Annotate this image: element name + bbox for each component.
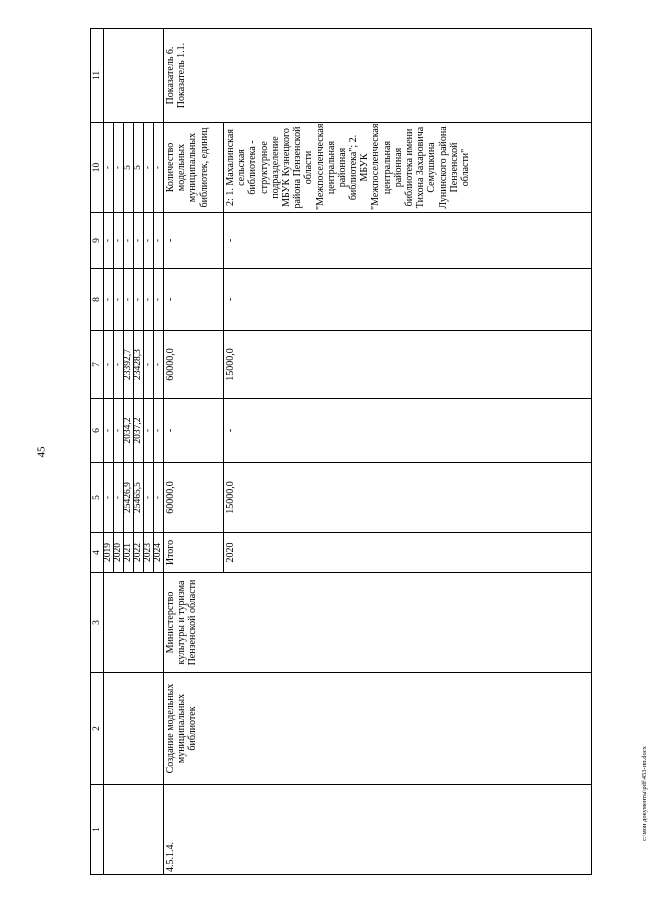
measure-name: Создание модельных муниципальных библиотек bbox=[164, 673, 592, 785]
value-cell: 2034,2 bbox=[124, 399, 134, 463]
value-cell: - bbox=[114, 123, 124, 213]
rotated-table-container bbox=[90, 29, 608, 875]
value-cell: - bbox=[104, 123, 114, 213]
indicator-reference: Показатель 6. Показатель 1.1. bbox=[164, 29, 592, 123]
value-cell: - bbox=[114, 213, 124, 269]
col-header-1: 1 bbox=[91, 785, 104, 875]
value-cell: 5 bbox=[134, 123, 144, 213]
year-cell: 2020 bbox=[224, 533, 592, 573]
value-cell: - bbox=[224, 213, 592, 269]
table-row bbox=[104, 29, 114, 875]
value-cell: - bbox=[224, 399, 592, 463]
value-cell: - bbox=[144, 399, 154, 463]
cell-empty bbox=[104, 29, 164, 123]
year-cell: 2021 bbox=[124, 533, 134, 573]
footer-file-path: c:\мои документы\pdf\453-пп.docx bbox=[640, 746, 648, 841]
value-cell: 25426,9 bbox=[124, 463, 134, 533]
table-row-total bbox=[164, 29, 224, 875]
value-cell: - bbox=[104, 331, 114, 399]
value-cell: 5 bbox=[124, 123, 134, 213]
value-cell: - bbox=[154, 463, 164, 533]
value-cell: - bbox=[104, 463, 114, 533]
value-cell: - bbox=[144, 123, 154, 213]
value-cell: - bbox=[154, 123, 164, 213]
col-header-9: 9 bbox=[91, 213, 104, 269]
col-header-6: 6 bbox=[91, 399, 104, 463]
total-label: Итого bbox=[164, 533, 224, 573]
value-cell: 23392,7 bbox=[124, 331, 134, 399]
cell-empty bbox=[104, 573, 164, 673]
value-cell: - bbox=[104, 213, 114, 269]
value-cell: - bbox=[154, 213, 164, 269]
value-cell: - bbox=[144, 331, 154, 399]
col-header-3: 3 bbox=[91, 573, 104, 673]
col-header-11: 11 bbox=[91, 29, 104, 123]
value-cell: - bbox=[124, 269, 134, 331]
value-cell: 60000,0 bbox=[164, 463, 224, 533]
col-header-10: 10 bbox=[91, 123, 104, 213]
value-cell: - bbox=[164, 269, 224, 331]
col-header-5: 5 bbox=[91, 463, 104, 533]
col-header-4: 4 bbox=[91, 533, 104, 573]
value-cell: - bbox=[104, 269, 114, 331]
value-cell: - bbox=[164, 399, 224, 463]
page-number: 45 bbox=[35, 446, 48, 458]
item-number: 4.5.1.4. bbox=[164, 785, 592, 875]
value-cell: - bbox=[144, 213, 154, 269]
value-cell: - bbox=[104, 399, 114, 463]
value-cell: - bbox=[114, 269, 124, 331]
year-cell: 2023 bbox=[144, 533, 154, 573]
program-table bbox=[90, 28, 592, 875]
year-cell: 2019 bbox=[104, 533, 114, 573]
cell-empty bbox=[104, 785, 164, 875]
year-cell: 2024 bbox=[154, 533, 164, 573]
value-cell: - bbox=[134, 269, 144, 331]
col-header-7: 7 bbox=[91, 331, 104, 399]
value-cell: 23428,3 bbox=[134, 331, 144, 399]
year-cell: 2020 bbox=[114, 533, 124, 573]
year-cell: 2022 bbox=[134, 533, 144, 573]
value-cell: 2037,2 bbox=[134, 399, 144, 463]
col-header-2: 2 bbox=[91, 673, 104, 785]
value-cell: 60000,0 bbox=[164, 331, 224, 399]
executor: Министерство культуры и туризма Пензенской области bbox=[164, 573, 592, 673]
indicator-name: Количество модельных муниципальных библиотек, единиц bbox=[164, 123, 224, 213]
value-cell: 15000,0 bbox=[224, 331, 592, 399]
value-cell: 25465,5 bbox=[134, 463, 144, 533]
value-cell: - bbox=[114, 463, 124, 533]
cell-empty bbox=[104, 673, 164, 785]
value-cell: - bbox=[154, 269, 164, 331]
value-cell: - bbox=[134, 213, 144, 269]
value-cell: - bbox=[114, 331, 124, 399]
value-cell: - bbox=[224, 269, 592, 331]
value-cell: - bbox=[164, 213, 224, 269]
value-cell: - bbox=[154, 331, 164, 399]
value-cell: - bbox=[114, 399, 124, 463]
value-cell: 15000,0 bbox=[224, 463, 592, 533]
value-cell: - bbox=[124, 213, 134, 269]
value-cell: - bbox=[154, 399, 164, 463]
col-header-8: 8 bbox=[91, 269, 104, 331]
library-list: 2: 1. Махалинская сельская библиотека - структурное подразделение МБУК Кузнецкого района Пензенской области "Межпоселенческая центральная районная библиотека"; 2. МБУК "Межпоселенческая центральная районная библиотека имени Тихона Захаровича Семушкина Лунинского района Пензенской области" bbox=[224, 123, 592, 213]
rotated-page bbox=[90, 29, 608, 875]
column-number-row bbox=[91, 29, 104, 875]
value-cell: - bbox=[144, 269, 154, 331]
value-cell: - bbox=[144, 463, 154, 533]
